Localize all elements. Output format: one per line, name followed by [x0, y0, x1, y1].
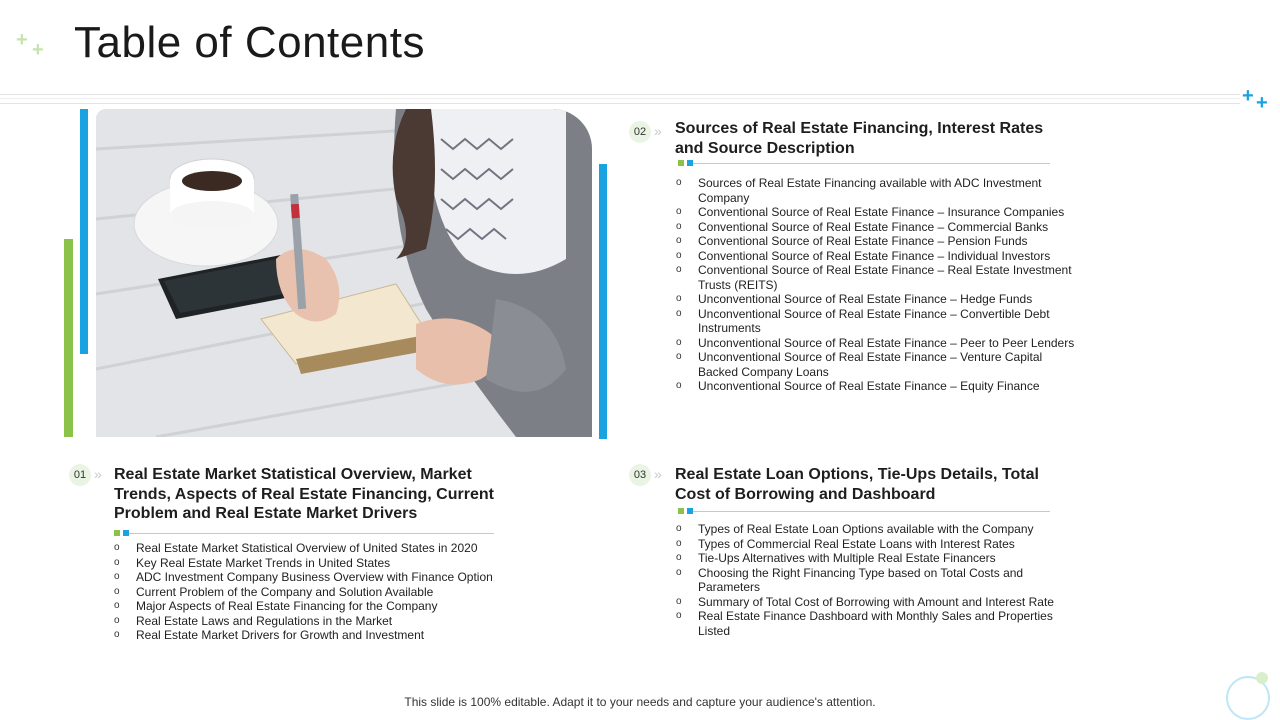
chevron-right-icon: » — [94, 466, 99, 482]
list-item: o Current Problem of the Company and Solution Available — [114, 585, 534, 600]
list-item: o Summary of Total Cost of Borrowing with Amount and Interest Rate — [676, 595, 1076, 610]
list-item: o Conventional Source of Real Estate Finance – Commercial Banks — [676, 220, 1076, 235]
section-number-badge: 02 — [629, 121, 651, 143]
chevron-right-icon: » — [654, 466, 659, 482]
plus-decoration-icon: + — [32, 39, 44, 61]
header-divider — [0, 94, 1240, 104]
list-item: o Unconventional Source of Real Estate Finance – Peer to Peer Lenders — [676, 336, 1076, 351]
section-item-list — [114, 541, 534, 643]
plus-decoration-icon: + — [1242, 85, 1254, 107]
section-item-list — [676, 176, 1076, 394]
list-item: o Unconventional Source of Real Estate Finance – Convertible Debt Instruments — [676, 307, 1076, 336]
section-underline — [678, 508, 1050, 514]
section-number-badge: 01 — [69, 464, 91, 486]
list-item: o Major Aspects of Real Estate Financing for the Company — [114, 599, 534, 614]
section-item-list — [676, 522, 1076, 638]
list-item: o Conventional Source of Real Estate Finance – Insurance Companies — [676, 205, 1076, 220]
section-underline — [114, 530, 494, 536]
photo-illustration — [96, 109, 592, 437]
footer-note: This slide is 100% editable. Adapt it to your needs and capture your audience's attention. — [404, 695, 876, 709]
list-item: o Real Estate Market Statistical Overview of United States in 2020 — [114, 541, 534, 556]
list-item: o Conventional Source of Real Estate Finance – Individual Investors — [676, 249, 1076, 264]
list-item: o Unconventional Source of Real Estate Finance – Hedge Funds — [676, 292, 1076, 307]
list-item: o Sources of Real Estate Financing available with ADC Investment Company — [676, 176, 1076, 205]
list-item: o ADC Investment Company Business Overview with Finance Option — [114, 570, 534, 585]
list-item: o Conventional Source of Real Estate Finance – Pension Funds — [676, 234, 1076, 249]
section-heading: Real Estate Loan Options, Tie-Ups Details, Total Cost of Borrowing and Dashboard — [675, 466, 1039, 503]
list-item: o Tie-Ups Alternatives with Multiple Real Estate Financers — [676, 551, 1076, 566]
list-item: o Key Real Estate Market Trends in United States — [114, 556, 534, 571]
chevron-right-icon: » — [654, 123, 659, 139]
list-item: o Choosing the Right Financing Type based on Total Costs and Parameters — [676, 566, 1076, 595]
section-heading: Sources of Real Estate Financing, Interest Rates and Source Description — [675, 120, 1044, 157]
list-item: o Unconventional Source of Real Estate Finance – Venture Capital Backed Company Loans — [676, 350, 1076, 379]
list-item: o Types of Commercial Real Estate Loans with Interest Rates — [676, 537, 1076, 552]
list-item: o Real Estate Laws and Regulations in the Market — [114, 614, 534, 629]
hero-photo — [96, 109, 592, 437]
accent-bar-blue — [80, 109, 88, 354]
list-item: o Real Estate Market Drivers for Growth and Investment — [114, 628, 534, 643]
dot-decoration-icon — [1256, 672, 1268, 684]
section-underline — [678, 160, 1050, 166]
section-number-badge: 03 — [629, 464, 651, 486]
plus-decoration-icon: + — [1256, 92, 1268, 114]
plus-decoration-icon: + — [16, 29, 28, 51]
accent-bar-green — [64, 239, 73, 437]
list-item: o Unconventional Source of Real Estate Finance – Equity Finance — [676, 379, 1076, 394]
accent-bar-blue-right — [599, 164, 607, 439]
page-title: Table of Contents — [74, 18, 425, 67]
list-item: o Conventional Source of Real Estate Finance – Real Estate Investment Trusts (REITS) — [676, 263, 1076, 292]
section-heading: Real Estate Market Statistical Overview, Market Trends, Aspects of Real Estate Financing, Current Problem and Real Estate Market Drivers — [114, 466, 494, 522]
list-item: o Types of Real Estate Loan Options available with the Company — [676, 522, 1076, 537]
list-item: o Real Estate Finance Dashboard with Monthly Sales and Properties Listed — [676, 609, 1076, 638]
